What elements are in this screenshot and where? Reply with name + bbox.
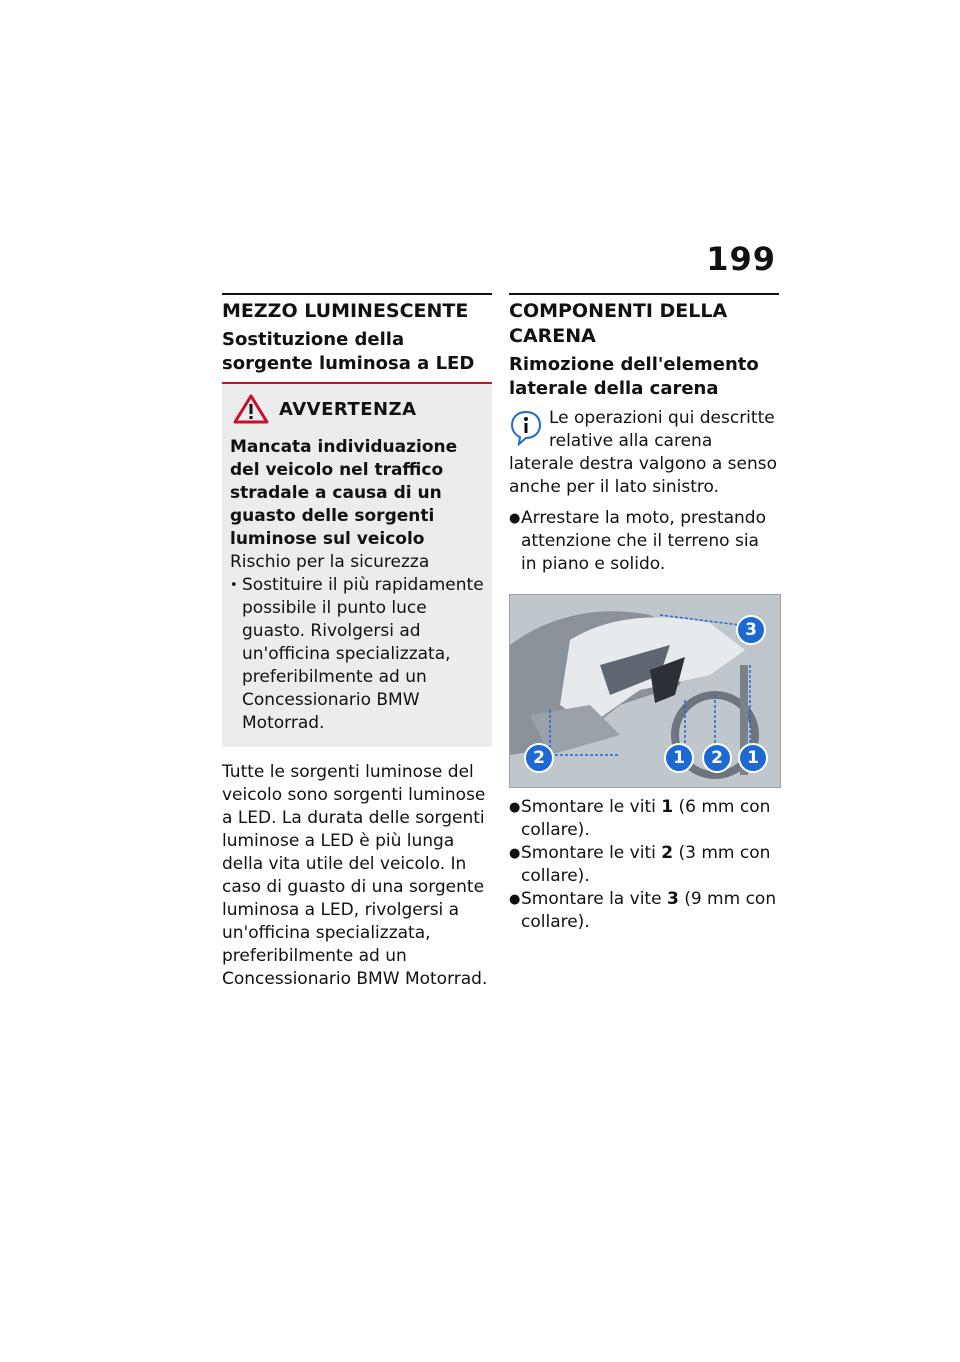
step-ref: 2 — [661, 843, 674, 863]
body-paragraph: Tutte le sorgenti luminose del veicolo sono sorgenti luminose a LED. La durata delle sorgenti luminose a LED è più lunga della vita utile del veicolo. In caso di guasto di una sorgente luminosa a LED, rivolgersi a un'officina specializzata, preferibilmente ad un Concessionario BMW Motorrad. — [222, 762, 488, 989]
step-text — [521, 796, 779, 842]
warning-box — [222, 384, 492, 747]
left-column — [222, 293, 492, 991]
step-intro — [509, 507, 779, 576]
step-text — [521, 842, 779, 888]
step-text — [521, 888, 779, 934]
step-ref: 1 — [661, 797, 674, 817]
bullet-icon: ● — [509, 846, 521, 861]
step-pre: Smontare le viti — [521, 797, 662, 817]
bullet-icon: ● — [509, 892, 521, 907]
section-rule — [222, 293, 492, 295]
warning-header — [230, 394, 484, 424]
info-note — [509, 407, 779, 499]
step-item — [509, 796, 779, 842]
step-post: (3 mm con collare). — [521, 843, 771, 886]
step-ref: 3 — [666, 889, 679, 909]
right-column — [509, 293, 779, 934]
warning-headline: Mancata individuazione del veicolo nel traffico stradale a causa di un guasto delle sorgenti luminose sul veicolo — [230, 437, 458, 549]
step-post: (6 mm con collare). — [521, 797, 771, 840]
warning-label: AVVERTENZA — [279, 398, 417, 420]
callout-1-right: 1 — [738, 743, 768, 773]
step-item — [509, 842, 779, 888]
step-post: (9 mm con collare). — [521, 889, 777, 932]
bullet-icon: ● — [509, 800, 521, 815]
callout-2-right: 2 — [702, 743, 732, 773]
step-item — [509, 888, 779, 934]
info-icon — [509, 409, 543, 447]
warning-action-text: Sostituire il più rapidamente possibile il punto luce guasto. Rivolgersi ad un'officina specializzata, preferibilmente ad un Concessionario BMW Motorrad. — [242, 575, 484, 733]
page-number: 199 — [706, 240, 776, 278]
callout-2-left: 2 — [524, 743, 554, 773]
section-title: MEZZO LUMINESCENTE — [222, 300, 469, 322]
step-pre: Smontare la vite — [521, 889, 667, 909]
bullet-icon: ● — [509, 511, 521, 526]
step-intro-text: Arrestare la moto, prestando attenzione che il terreno sia in piano e solido. — [521, 508, 766, 574]
callout-3: 3 — [736, 615, 766, 645]
warning-action — [230, 574, 484, 735]
step-pre: Smontare le viti — [521, 843, 662, 863]
callout-1-middle: 1 — [664, 743, 694, 773]
section-title: COMPONENTI DELLA CARENA — [509, 300, 728, 347]
section-rule — [509, 293, 779, 295]
info-note-text: Le operazioni qui descritte relative alla carena laterale destra valgono a senso anche per il lato sinistro. — [509, 408, 777, 497]
fairing-figure — [509, 594, 781, 788]
sub-title: Rimozione dell'elemento laterale della carena — [509, 354, 759, 399]
warning-triangle-icon — [233, 394, 269, 424]
bullet-icon: • — [230, 578, 238, 593]
sub-title: Sostituzione della sorgente luminosa a LED — [222, 329, 475, 374]
warning-risk: Rischio per la sicurezza — [230, 552, 430, 572]
